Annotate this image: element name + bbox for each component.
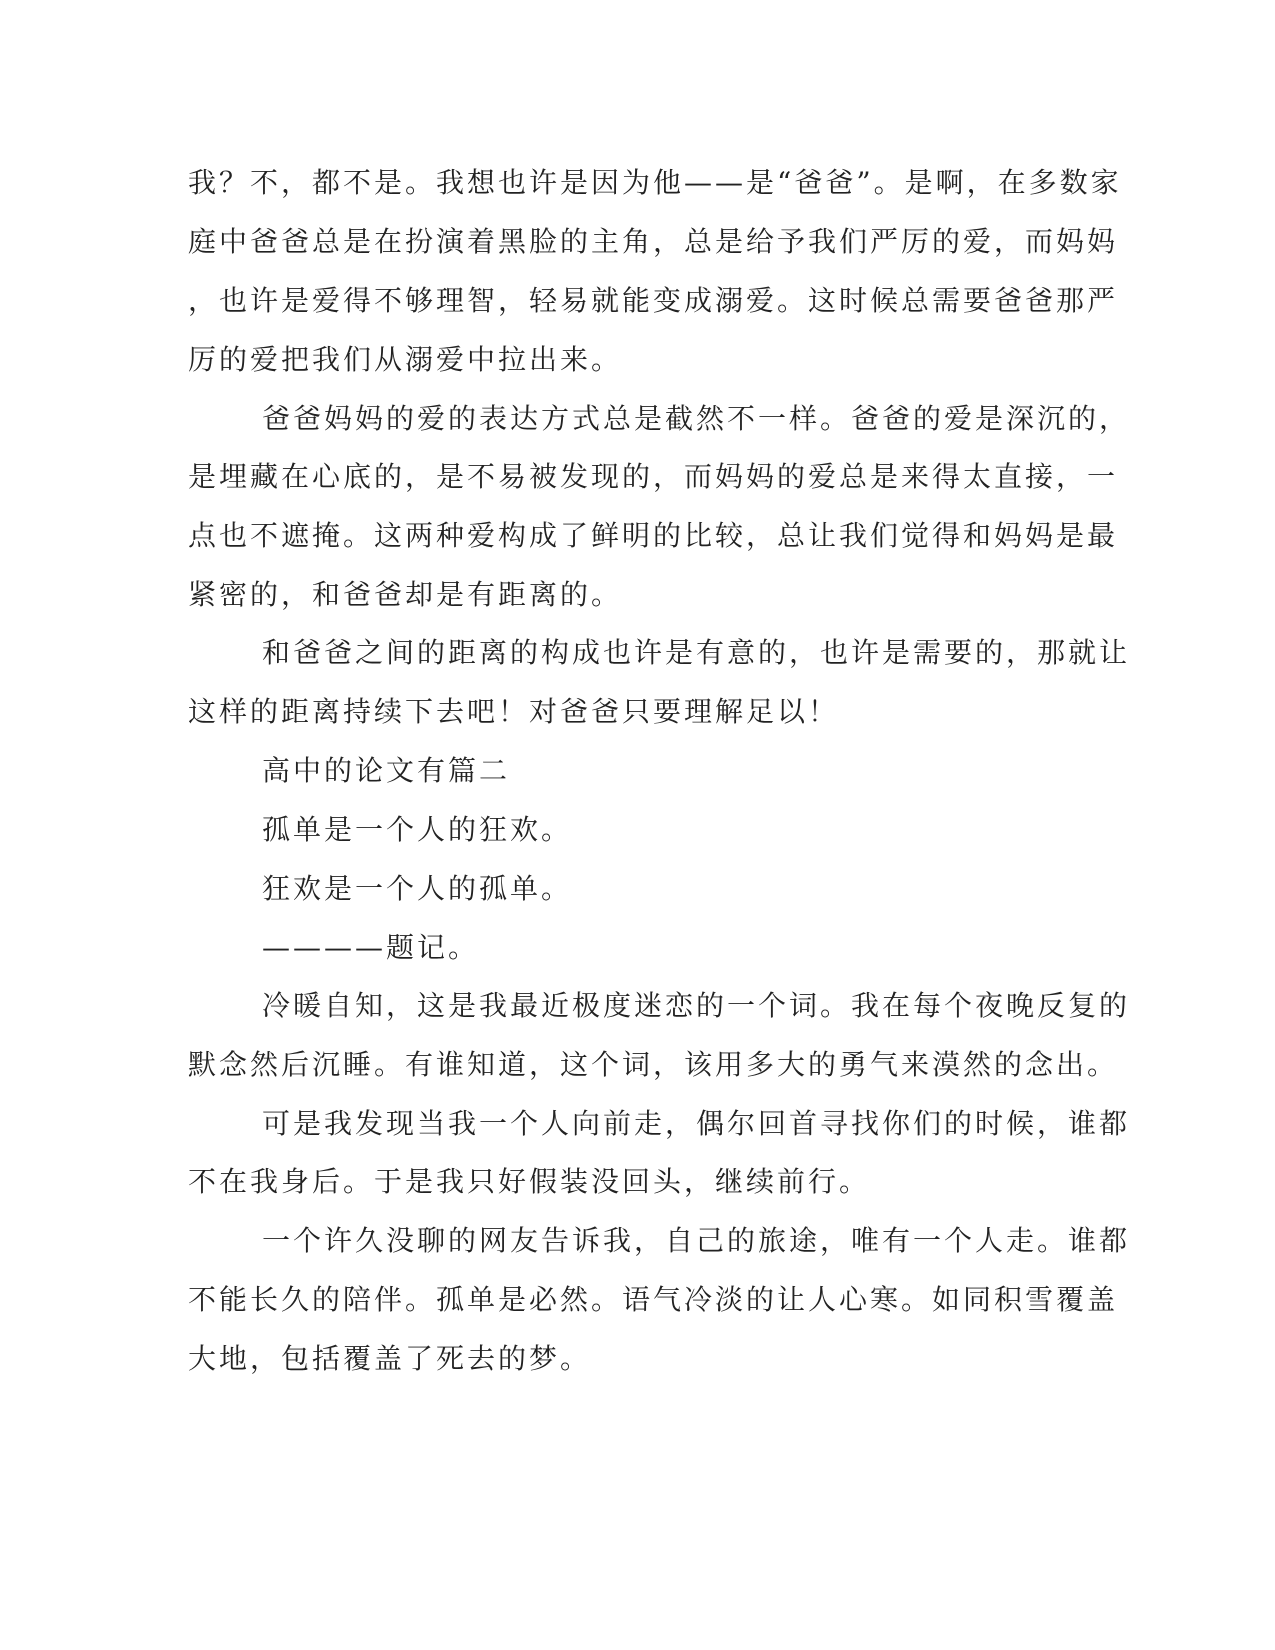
epigraph-line: 狂欢是一个人的孤单。 (262, 872, 573, 905)
text-line: 默念然后沉睡。有谁知道，这个词，该用多大的勇气来漠然的念出。 (188, 1048, 1119, 1081)
text-line: 庭中爸爸总是在扮演着黑脸的主角，总是给予我们严厉的爱，而妈妈 (188, 225, 1119, 258)
text-line: 紧密的，和爸爸却是有距离的。 (188, 578, 623, 611)
section-heading: 高中的论文有篇二 (262, 754, 511, 787)
epigraph-attribution: ————题记。 (262, 931, 480, 964)
paragraph-start-line: 可是我发现当我一个人向前走，偶尔回首寻找你们的时候，谁都 (262, 1107, 1131, 1140)
text-line: 厉的爱把我们从溺爱中拉出来。 (188, 343, 623, 376)
text-line: 大地，包括覆盖了死去的梦。 (188, 1342, 592, 1375)
paragraph-start-line: 一个许久没聊的网友告诉我，自己的旅途，唯有一个人走。谁都 (262, 1224, 1131, 1257)
text-line: 不能长久的陪伴。孤单是必然。语气冷淡的让人心寒。如同积雪覆盖 (188, 1283, 1119, 1316)
paragraph-start-line: 和爸爸之间的距离的构成也许是有意的，也许是需要的，那就让 (262, 636, 1131, 669)
text-line: 不在我身后。于是我只好假装没回头，继续前行。 (188, 1165, 871, 1198)
text-line: 点也不遮掩。这两种爱构成了鲜明的比较，总让我们觉得和妈妈是最 (188, 519, 1119, 552)
text-line: 这样的距离持续下去吧！对爸爸只要理解足以！ (188, 695, 840, 728)
text-line: 我？不，都不是。我想也许是因为他——是“爸爸”。是啊，在多数家 (188, 166, 1122, 199)
paragraph-start-line: 冷暖自知，这是我最近极度迷恋的一个词。我在每个夜晚反复的 (262, 989, 1131, 1022)
text-line: 是埋藏在心底的，是不易被发现的，而妈妈的爱总是来得太直接，一 (188, 460, 1119, 493)
epigraph-line: 孤单是一个人的狂欢。 (262, 813, 573, 846)
paragraph-start-line: 爸爸妈妈的爱的表达方式总是截然不一样。爸爸的爱是深沉的， (262, 402, 1131, 435)
text-line: ，也许是爱得不够理智，轻易就能变成溺爱。这时候总需要爸爸那严 (188, 284, 1119, 317)
